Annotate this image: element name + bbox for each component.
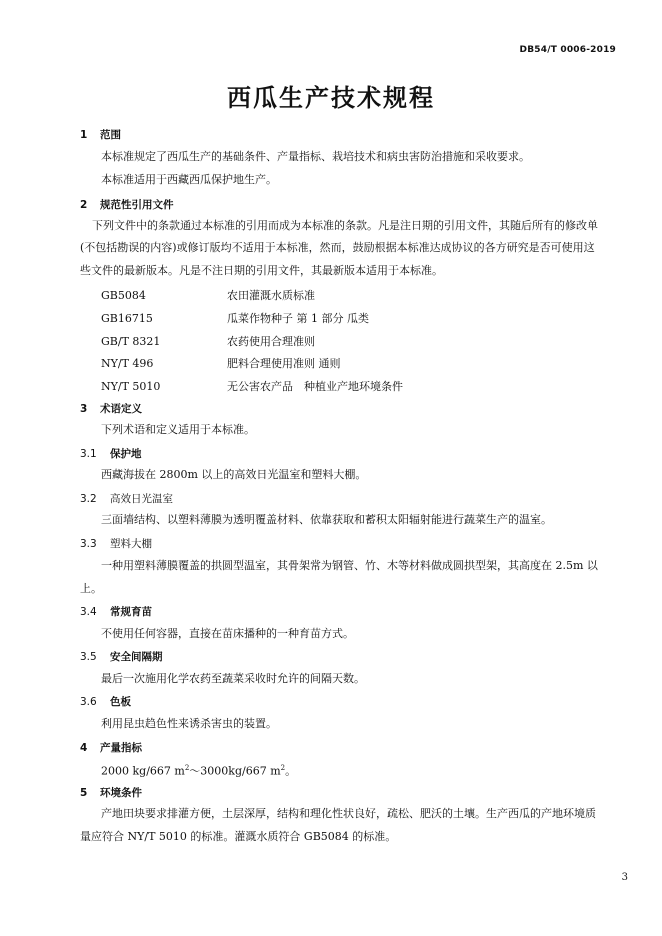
subsection-title: 塑料大棚 <box>110 538 152 550</box>
document-code: DB54/T 0006-2019 <box>519 45 616 55</box>
section-number: 2 <box>80 199 88 211</box>
unit-superscript: 2 <box>184 764 190 772</box>
section-number: 4 <box>80 742 88 754</box>
yield-indicator-text <box>101 758 296 782</box>
section-2-paragraph-line-1: 下列文件中的条款通过本标准的引用而成为本标准的条款。凡是注日期的引用文件，其随后所有的修改单 <box>92 219 598 232</box>
subsection-3-1-heading <box>80 446 142 461</box>
section-1-paragraph-2: 本标准适用于西藏西瓜保护地生产。 <box>101 173 277 186</box>
section-5-text-line-2: 量应符合 NY/T 5010 的标准。灌溉水质符合 GB5084 的标准。 <box>80 830 397 843</box>
subsection-title: 保护地 <box>110 448 142 460</box>
section-title: 术语定义 <box>100 403 142 415</box>
reference-code: NY/T 5010 <box>101 380 161 393</box>
subsection-title: 安全间隔期 <box>110 651 163 663</box>
subsection-number: 3.4 <box>80 606 97 618</box>
reference-item <box>101 287 315 303</box>
subsection-title: 色板 <box>110 696 131 708</box>
subsection-number: 3.6 <box>80 696 97 708</box>
reference-item <box>101 378 403 394</box>
section-3-paragraph: 下列术语和定义适用于本标准。 <box>101 423 255 436</box>
section-2-paragraph-line-3: 些文件的最新版本。凡是不注日期的引用文件，其最新版本适用于本标准。 <box>80 264 443 277</box>
section-title: 范围 <box>100 129 121 141</box>
section-title: 产量指标 <box>100 742 142 754</box>
subsection-3-6-heading <box>80 694 131 709</box>
reference-name: 无公害农产品 种植业产地环境条件 <box>227 380 403 393</box>
subsection-3-2-heading <box>80 491 173 506</box>
subsection-3-4-heading <box>80 604 152 619</box>
reference-item <box>101 355 341 371</box>
yield-max: ～3000kg/667 m <box>189 764 281 778</box>
section-title: 环境条件 <box>100 787 142 799</box>
subsection-3-3-text-line-1: 一种用塑料薄膜覆盖的拱圆型温室，其骨架常为钢管、竹、木等材料做成圆拱型架，其高度在 2.5m 以 <box>101 559 598 572</box>
reference-item <box>101 310 369 326</box>
section-title: 规范性引用文件 <box>100 199 174 211</box>
reference-name: 肥料合理使用准则 通则 <box>227 357 341 370</box>
subsection-3-6-text: 利用昆虫趋色性来诱杀害虫的装置。 <box>101 717 277 730</box>
unit-superscript: 2 <box>280 764 286 772</box>
subsection-3-1-text: 西藏海拔在 2800m 以上的高效日光温室和塑料大棚。 <box>101 468 367 481</box>
subsection-3-4-text: 不使用任何容器，直接在苗床播种的一种育苗方式。 <box>101 627 354 640</box>
section-5-heading <box>80 785 142 800</box>
reference-name: 瓜菜作物种子 第 1 部分 瓜类 <box>227 312 369 325</box>
subsection-3-3-heading <box>80 536 152 551</box>
reference-code: NY/T 496 <box>101 357 154 370</box>
subsection-title: 常规育苗 <box>110 606 152 618</box>
reference-code: GB5084 <box>101 289 146 302</box>
subsection-3-2-text: 三面墙结构、以塑料薄膜为透明覆盖材料、依靠获取和蓄积太阳辐射能进行蔬菜生产的温室。 <box>101 513 552 526</box>
subsection-number: 3.3 <box>80 538 97 550</box>
section-1-paragraph-1: 本标准规定了西瓜生产的基础条件、产量指标、栽培技术和病虫害防治措施和采收要求。 <box>101 150 530 163</box>
page-number: 3 <box>621 872 628 883</box>
section-5-text-line-1: 产地田块要求排灌方便，土层深厚，结构和理化性状良好，疏松、肥沃的土壤。生产西瓜的产地环境质 <box>101 807 596 820</box>
section-number: 5 <box>80 787 88 799</box>
page-title: 西瓜生产技术规程 <box>227 84 435 112</box>
reference-name: 农田灌溉水质标准 <box>227 289 315 302</box>
subsection-number: 3.1 <box>80 448 97 460</box>
subsection-3-3-text-line-2: 上。 <box>80 582 102 595</box>
subsection-title: 高效日光温室 <box>110 493 173 505</box>
yield-min: 2000 kg/667 m <box>101 764 185 778</box>
section-4-heading <box>80 740 142 755</box>
section-number: 1 <box>80 129 88 141</box>
sentence-end: 。 <box>285 764 297 778</box>
section-2-paragraph-line-2: (不包括勘误的内容)或修订版均不适用于本标准，然而，鼓励根据本标准达成协议的各方研究是否可使用这 <box>80 241 595 254</box>
section-1-heading <box>80 127 121 142</box>
subsection-3-5-heading <box>80 649 163 664</box>
section-3-heading <box>80 401 142 416</box>
section-2-heading <box>80 197 174 212</box>
subsection-3-5-text: 最后一次施用化学农药至蔬菜采收时允许的间隔天数。 <box>101 672 365 685</box>
reference-item <box>101 333 315 349</box>
reference-code: GB/T 8321 <box>101 335 161 348</box>
reference-name: 农药使用合理准则 <box>227 335 315 348</box>
subsection-number: 3.2 <box>80 493 97 505</box>
subsection-number: 3.5 <box>80 651 97 663</box>
reference-code: GB16715 <box>101 312 153 325</box>
section-number: 3 <box>80 403 88 415</box>
